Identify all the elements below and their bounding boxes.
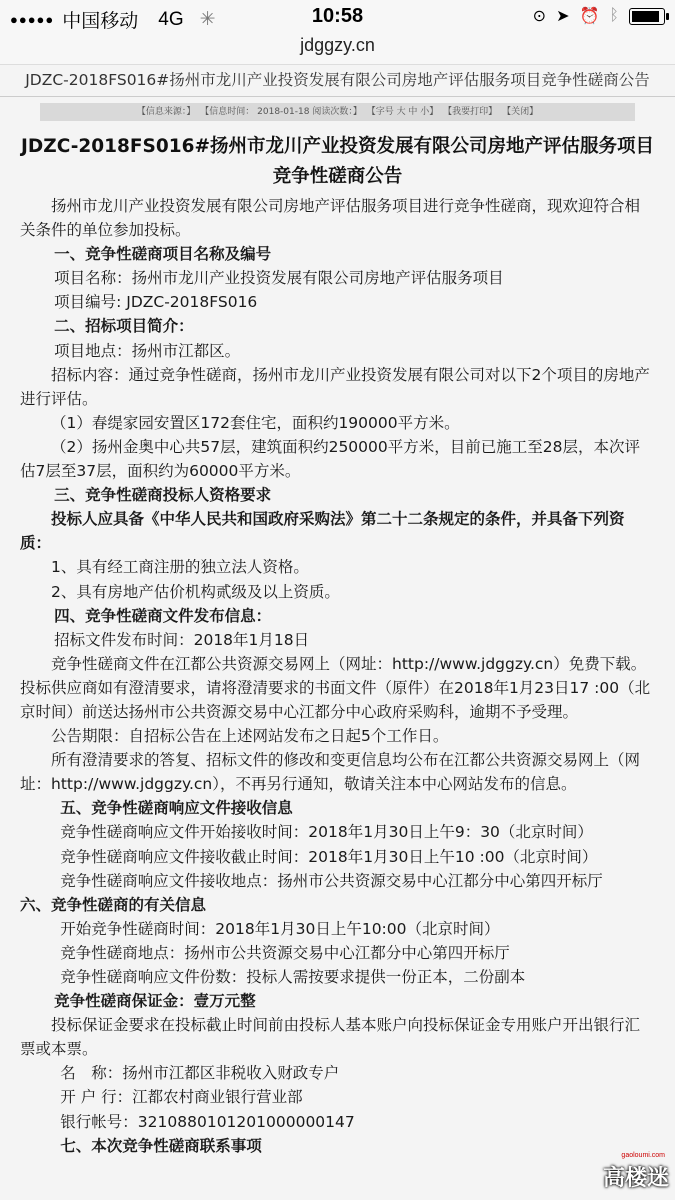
article-paragraph: 开始竞争性磋商时间：2018年1月30日上午10:00（北京时间）: [60, 919, 500, 938]
article-paragraph: 1、具有经工商注册的独立法人资格。: [51, 558, 309, 577]
status-bar: [0, 0, 675, 34]
network-type: 4G: [158, 8, 184, 30]
article-paragraph: 一、竞争性磋商项目名称及编号: [54, 245, 272, 264]
article-paragraph: 竞争性磋商文件在江都公共资源交易网上（网址：http://www.jdggzy.cn）免费下载。投标供应商如有澄清要求，请将澄清要求的书面文件（原件）在2018年1月23日17 :00（北京时间）前送达扬州市公共资源交易中心江都分中心政府采购科，逾期不予受理。: [20, 654, 651, 721]
article-body: [20, 194, 655, 1158]
watermark-url: gaoloumi.com: [621, 1152, 665, 1159]
article-paragraph: 公告期限：自招标公告在上述网站发布之日起5个工作日。: [51, 727, 449, 746]
close-link[interactable]: 【关闭】: [502, 107, 539, 117]
font-size-switcher[interactable]: 【字号 大 中 小】: [366, 107, 439, 117]
article-paragraph: 项目编号: JDZC-2018FS016: [54, 293, 258, 312]
signal-strength-icon: ●●●●●: [10, 12, 55, 27]
article-paragraph: 竞争性磋商响应文件接收地点：扬州市公共资源交易中心江都分中心第四开标厅: [60, 871, 603, 890]
watermark: [579, 1152, 669, 1192]
article-paragraph: 扬州市龙川产业投资发展有限公司房地产评估服务项目进行竞争性磋商，现欢迎符合相关条件的单位参加投标。: [20, 197, 641, 240]
article-paragraph: 所有澄清要求的答复、招标文件的修改和变更信息均公布在江都公共资源交易网上（网址：http://www.jdggzy.cn），不再另行通知，敬请关注本中心网站发布的信息。: [20, 751, 641, 794]
url-text[interactable]: jdggzy.cn: [300, 35, 375, 55]
article-paragraph: 名 称：扬州市江都区非税收入财政专户: [60, 1064, 340, 1083]
article-paragraph: 三、竞争性磋商投标人资格要求: [54, 486, 272, 505]
article-paragraph: 七、本次竞争性磋商联系事项: [60, 1136, 262, 1155]
article-paragraph: 竞争性磋商保证金：壹万元整: [54, 992, 256, 1011]
carrier-name: 中国移动: [62, 11, 139, 32]
article-content: [20, 132, 655, 1158]
article-paragraph: 竞争性磋商响应文件份数：投标人需按要求提供一份正本，二份副本: [60, 968, 526, 986]
article-paragraph: 五、竞争性磋商响应文件接收信息: [60, 799, 293, 818]
article-paragraph: 招标内容：通过竞争性磋商，扬州市龙川产业投资发展有限公司对以下2个项目的房地产进行评估。: [20, 365, 650, 408]
bluetooth-icon: ᛒ: [609, 7, 619, 24]
info-source: 【信息来源：】: [136, 107, 196, 117]
article-paragraph: 四、竞争性磋商文件发布信息：: [54, 606, 272, 625]
watermark-logo: 高楼迷: [602, 1166, 669, 1191]
article-title: JDZC-2018FS016#扬州市龙川产业投资发展有限公司房地产评估服务项目竞争性磋商公告: [21, 136, 654, 187]
article-paragraph: 项目地点：扬州市江都区。: [54, 341, 241, 360]
page-header-title: JDZC-2018FS016#扬州市龙川产业投资发展有限公司房地产评估服务项目竞争性磋商公告: [0, 68, 675, 97]
article-info-bar: [40, 103, 635, 121]
alarm-icon: ⏰: [579, 8, 600, 25]
status-right: [533, 6, 665, 26]
loading-spinner-icon: ✳: [199, 9, 216, 30]
article-paragraph: 投标人应具备《中华人民共和国政府采购法》第二十二条规定的条件，并具备下列资质：: [20, 510, 625, 553]
article-paragraph: 银行帐号：3210880101201000000147: [60, 1112, 355, 1131]
article-paragraph: 竞争性磋商响应文件开始接收时间：2018年1月30日上午9：30（北京时间）: [60, 823, 593, 842]
rotation-lock-icon: ⊙: [532, 8, 547, 25]
print-link[interactable]: 【我要打印】: [443, 107, 498, 117]
article-paragraph: 竞争性磋商响应文件接收截止时间：2018年1月30日上午10 :00（北京时间）: [60, 847, 598, 866]
address-bar[interactable]: [0, 34, 675, 65]
article-paragraph: （2）扬州金奥中心共57层，建筑面积约250000平方米，目前已施工至28层，本次评估7层至37层，面积约为60000平方米。: [20, 437, 640, 481]
article-paragraph: （1）春缇家园安置区172套住宅，面积约190000平方米。: [51, 413, 460, 432]
article-paragraph: 项目名称：扬州市龙川产业投资发展有限公司房地产评估服务项目: [54, 269, 504, 288]
article-paragraph: 招标文件发布时间：2018年1月18日: [54, 630, 310, 649]
article-paragraph: 竞争性磋商地点：扬州市公共资源交易中心江都分中心第四开标厅: [60, 943, 510, 962]
location-icon: ➤: [556, 8, 570, 25]
article-paragraph: 开 户 行：江都农村商业银行营业部: [60, 1088, 303, 1107]
article-paragraph: 2、具有房地产估价机构贰级及以上资质。: [51, 582, 340, 601]
battery-icon: [629, 8, 665, 25]
article-paragraph: 六、竞争性磋商的有关信息: [20, 895, 207, 914]
info-time: 【信息时间： 2018-01-18 阅读次数：】: [200, 107, 362, 117]
article-paragraph: 投标保证金要求在投标截止时间前由投标人基本账户向投标保证金专用账户开出银行汇票或本票。: [20, 1016, 641, 1059]
clock: 10:58: [311, 5, 364, 27]
article-paragraph: 二、招标项目简介：: [54, 317, 194, 336]
